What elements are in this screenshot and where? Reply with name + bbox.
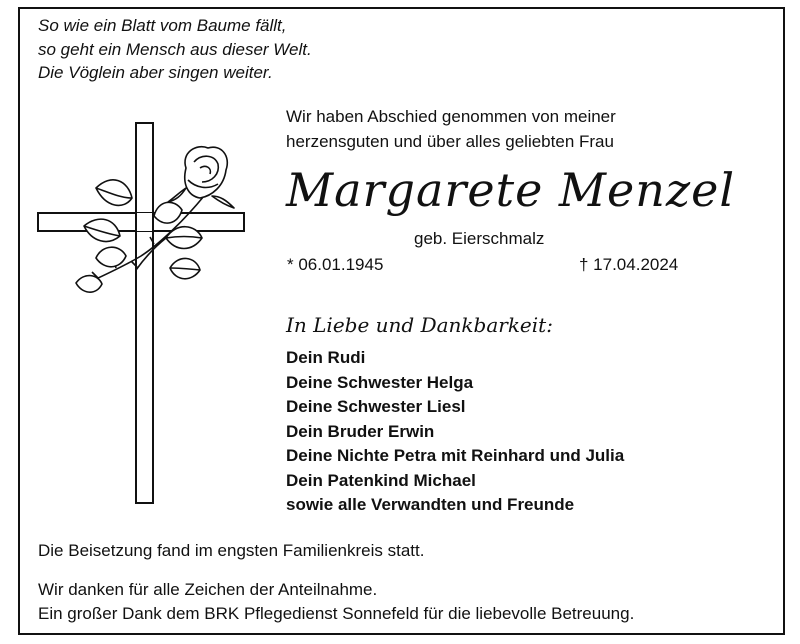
mourners-list — [286, 346, 624, 518]
mourner: Deine Nichte Petra mit Reinhard und Julia — [286, 446, 625, 465]
thanks-line: Ein großer Dank dem BRK Pflegedienst Sonnefeld für die liebevolle Betreuung. — [38, 603, 635, 623]
cross-with-rose-icon — [36, 118, 248, 509]
death-date: † 17.04.2024 — [579, 255, 679, 274]
maiden-name: geb. Eierschmalz — [414, 229, 545, 248]
poem-line: so geht ein Mensch aus dieser Welt. — [38, 39, 312, 59]
burial-note: Die Beisetzung fand im engsten Familienkreis statt. — [38, 541, 425, 560]
mourner: Dein Bruder Erwin — [286, 421, 435, 441]
poem-line: Die Vöglein aber singen weiter. — [38, 63, 273, 82]
mourner: Dein Patenkind Michael — [286, 470, 476, 490]
mourner: Deine Schwester Helga — [286, 372, 474, 392]
intro-line: herzensguten und über alles geliebten Frau — [286, 132, 614, 151]
thanks-note — [38, 578, 634, 625]
mourner: Dein Rudi — [286, 348, 366, 367]
poem-line: So wie ein Blatt vom Baume fällt, — [38, 16, 287, 35]
poem — [38, 14, 312, 85]
thanks-line: Wir danken für alle Zeichen der Anteilnahme. — [38, 580, 378, 599]
intro-line: Wir haben Abschied genommen von meiner — [286, 107, 616, 126]
deceased-name: Margarete Menzel — [286, 163, 736, 217]
mourner: Deine Schwester Liesl — [286, 397, 466, 416]
gratitude-heading: In Liebe und Dankbarkeit: — [286, 313, 553, 337]
mourner: sowie alle Verwandten und Freunde — [286, 495, 575, 514]
intro — [286, 104, 616, 154]
birth-date: * 06.01.1945 — [287, 255, 384, 274]
